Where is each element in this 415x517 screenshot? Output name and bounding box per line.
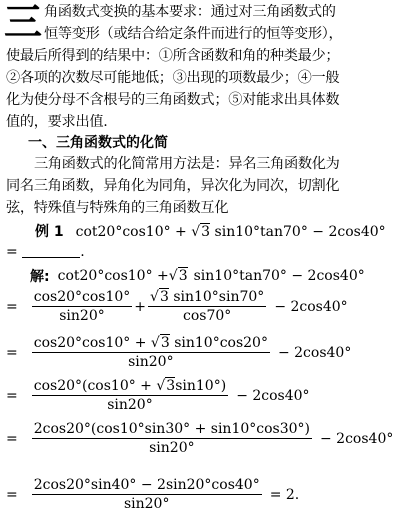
section-heading: 一、三角函数式的化简 — [28, 135, 168, 151]
s4-tail: − 2cos40° — [236, 387, 310, 404]
example-label: 例 1 — [35, 224, 64, 240]
s6-tail: = 2. — [269, 486, 300, 503]
eq-sign: = — [6, 486, 18, 503]
s5-tail: − 2cos40° — [320, 430, 394, 447]
example-expr-a: cot20°cos10° + — [75, 224, 192, 240]
s3-tail: − 2cos40° — [277, 344, 352, 361]
eq-sign: = — [6, 430, 18, 447]
s1-b: sin10°tan70° − 2cos40° — [193, 268, 365, 284]
sqrt-symbol: √3 — [156, 378, 176, 394]
section-para-3: 弦，特殊值与特殊角的三角函数互化 — [6, 200, 229, 216]
intro-line-5: 化为使分母不含根号的三角函数式；⑤对能求出具体数 — [6, 92, 340, 108]
plus-sign: + — [134, 298, 147, 315]
fraction: $\frac{\cos 20^\circ\cos 10^\circ + √3 \sin 10^\circ\cos 20^\circ}{\sin 20^\circ}$ — [33, 335, 268, 370]
fraction: $\frac{\cos 20^\circ(\cos 10^\circ + √3\sin 10^\circ)}{\sin 20^\circ}$ — [33, 378, 227, 413]
solution-step-5 — [6, 421, 393, 456]
dropcap: 三 — [4, 0, 43, 44]
solution-step-2 — [6, 289, 348, 324]
solution-label: 解: — [30, 269, 50, 285]
section-para-2: 同名三角函数，异角化为同角，异次化为同次，切割化 — [6, 178, 340, 194]
fraction: $\frac{2\cos 20^\circ\sin 40^\circ - 2\sin 20^\circ\cos 40^\circ}{\sin 20^\circ}$ — [33, 477, 260, 512]
solution-step-6 — [6, 477, 299, 512]
intro-line-1: 角函数式变换的基本要求：通过对三角函数式的 — [44, 4, 336, 20]
example-eq: = — [6, 244, 18, 260]
intro-line-3: 使最后所得到的结果中：①所含函数和角的种类最少； — [6, 48, 340, 64]
sqrt-symbol: √3 — [191, 224, 211, 240]
s2-tail: − 2cos40° — [274, 298, 348, 315]
solution-step-4 — [6, 378, 310, 413]
section-para-1: 三角函数式的化简常用方法是：异名三角函数化为 — [34, 156, 340, 172]
sqrt-symbol: √3 — [150, 335, 170, 351]
fraction: $\frac{\cos 20^\circ\cos 10^\circ}{\sin 20^\circ}$ — [33, 289, 131, 324]
eq-sign: = — [6, 387, 18, 404]
fraction: $\frac{2\cos 20^\circ(\cos 10^\circ\sin 30^\circ + \sin 10^\circ\cos 30^\circ)}{\sin 20^\circ}$ — [33, 421, 310, 456]
sqrt-symbol: √3 — [168, 268, 188, 284]
eq-sign: = — [6, 298, 18, 315]
example-answer-line — [6, 243, 85, 260]
s1-a: cot20°cos10° + — [57, 268, 169, 284]
example-1 — [35, 221, 386, 241]
eq-sign: = — [6, 344, 18, 361]
intro-line-4: ②各项的次数尽可能地低；③出现的项数最少；④一般 — [6, 70, 340, 86]
solution-step-1 — [30, 266, 365, 286]
sqrt-symbol: √3 — [150, 289, 169, 305]
fraction: $\frac{√3 \sin 10^\circ\sin 70^\circ}{\cos 70^\circ}$ — [150, 289, 265, 324]
intro-line-6: 值的，要求出值. — [6, 114, 108, 130]
example-end: . — [80, 244, 85, 260]
answer-blank — [22, 243, 80, 258]
example-expr-b: sin10°tan70° − 2cos40° — [214, 224, 386, 240]
intro-line-2: 恒等变形（或结合给定条件而进行的恒等变形）， — [44, 26, 343, 42]
solution-step-3 — [6, 335, 351, 370]
